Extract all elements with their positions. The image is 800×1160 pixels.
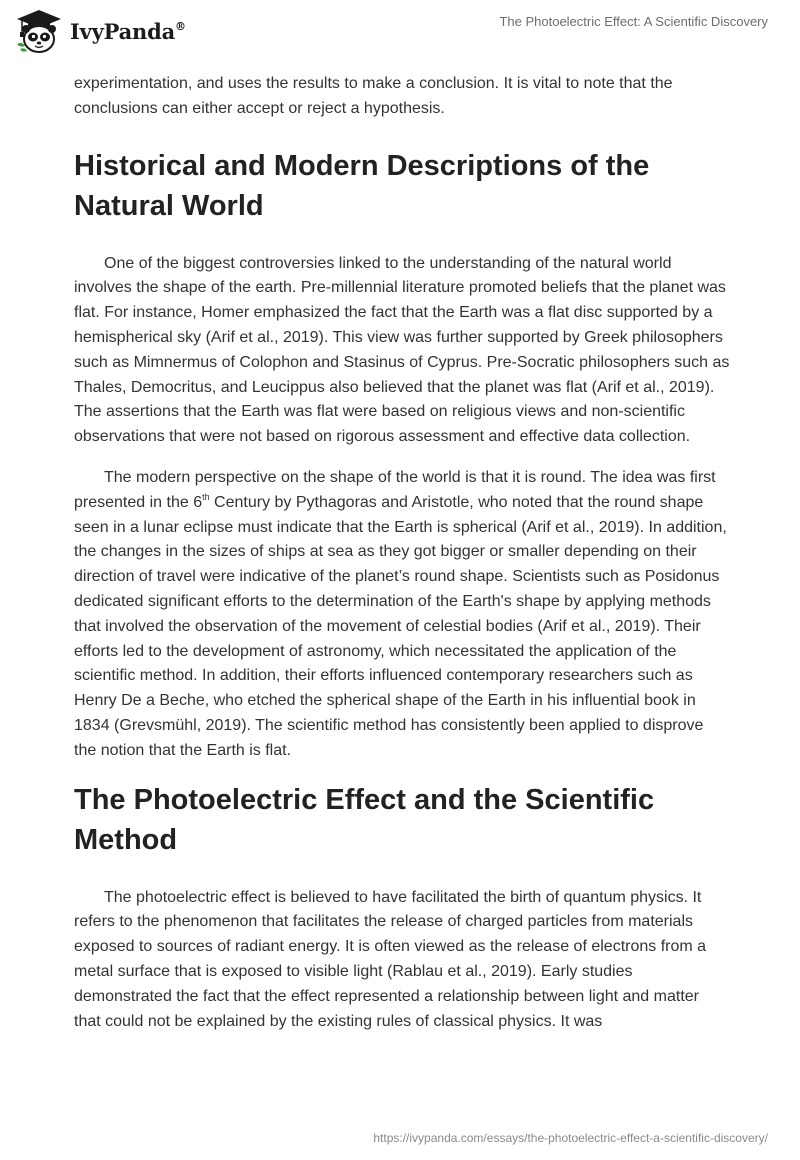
- essay-content: [74, 72, 730, 1034]
- ivypanda-logo[interactable]: [14, 8, 186, 54]
- page-header: [0, 0, 800, 70]
- paragraph-text-start: The modern perspective on the shape of the world is that it is round. The idea was first presented in the 6: [74, 468, 716, 511]
- section-heading-natural-world: Historical and Modern Descriptions of the Natural World: [74, 149, 650, 222]
- logo-wordmark: [70, 19, 186, 44]
- paragraph-text-end: Century by Pythagoras and Aristotle, who noted that the round shape seen in a lunar eclipse must indicate that the Earth is spherical (Arif et al., 2019). In addition, the changes in the sizes of ships at sea as they got bigger or smaller depending on their direction of travel were indicative of the planet’s round shape. Scientists such as Posidonus dedicated significant efforts to the determination of the Earth's shape by applying methods that involved the observation of the movement of celestial bodies (Arif et al., 2019). Their efforts led to the development of astronomy, which necessitated the application of the scientific method. In addition, their efforts influenced contemporary researchers such as Henry De a Beche, who etched the spherical shape of the Earth in his influential book in 1834 (Grevsmühl, 2019). The scientific method has consistently been applied to disprove the notion that the Earth is flat.: [74, 493, 727, 759]
- footer-url-link[interactable]: https://ivypanda.com/essays/the-photoelectric-effect-a-scientific-discovery/: [373, 1131, 768, 1145]
- paragraph-flat-earth: One of the biggest controversies linked to the understanding of the natural world involves the shape of the earth. Pre-millennial literature promoted beliefs that the planet was flat. For instance, Homer emphasized the fact that the Earth was a flat disc supported by a hemispherical sky (Arif et al., 2019). This view was further supported by Greek philosophers such as Mimnermus of Colophon and Stasinus of Cyprus. Pre-Socratic philosophers such as Thales, Democritus, and Leucippus also believed that the planet was flat (Arif et al., 2019). The assertions that the Earth was flat were based on religious views and non-scientific observations that were not based on rigorous assessment and effective data collection.: [74, 254, 730, 446]
- ordinal-superscript: th: [202, 491, 210, 502]
- paragraph-photoelectric: The photoelectric effect is believed to have facilitated the birth of quantum physics. It refers to the phenomenon that facilitates the release of charged particles from materials exposed to sources of radiant energy. It is often viewed as the release of electrons from a metal surface that is exposed to visible light (Rablau et al., 2019). Early studies demonstrated the fact that the effect represented a relationship between light and matter that could not be explained by the existing rules of classical physics. It was: [74, 888, 707, 1030]
- panda-graduate-icon: [14, 8, 64, 54]
- document-title: The Photoelectric Effect: A Scientific Discovery: [499, 14, 768, 29]
- registered-mark: ®: [175, 19, 186, 33]
- section-heading-photoelectric: The Photoelectric Effect and the Scientific Method: [74, 783, 655, 856]
- logo-text: IvyPanda: [70, 18, 176, 44]
- intro-paragraph: experimentation, and uses the results to make a conclusion. It is vital to note that the conclusions can either accept or reject a hypothesis.: [74, 75, 673, 117]
- paragraph-round-earth: [74, 466, 730, 764]
